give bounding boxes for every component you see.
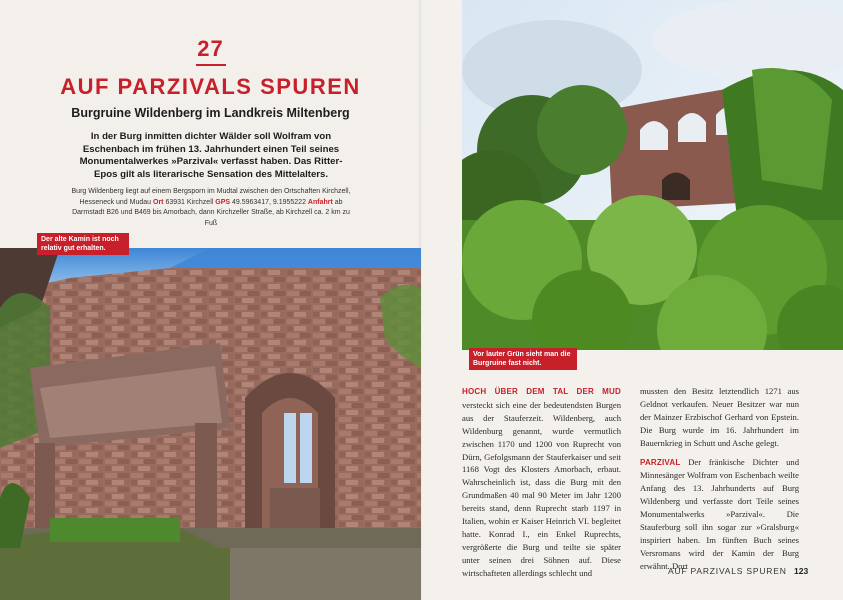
overgrown-ruin-photo	[462, 0, 843, 350]
body-paragraph-3	[640, 456, 799, 573]
info-ort-label: Ort	[153, 198, 164, 206]
body-column-2	[640, 385, 799, 573]
body-paragraph-3-text: Der fränkische Dichter und Minnesänger Wolfram von Eschenbach weilte Anfang des 13. Jahrhunderts auf Burg Wildenberg und verfasste dort Teile seines Monumentalwerks »Parzival«. Die Stauferburg soll ihn sogar zur »Gralsburg« inspiriert haben. Im fünften Buch seines Versromans wird der Kamin der Burg erwähnt. Dort	[640, 456, 799, 571]
info-gps-label: GPS	[215, 198, 231, 206]
page-title: AUF PARZIVALS SPUREN	[60, 74, 361, 99]
chapter-rule	[196, 64, 226, 66]
info-anfahrt-value: ab Darmstadt B26 und B469 bis Amorbach, dann Kirchzeller Straße, ab Kirchzell ca. 2 km zu Fuß	[72, 198, 350, 227]
caption-overgrown: Vor lauter Grün sieht man die Burgruine fast nicht.	[469, 348, 577, 370]
intro-text: In der Burg inmitten dichter Wälder soll Wolfram von Eschenbach im frühen 13. Jahrhundert einen Teil seines Monumentalwerkes »Parzival« verfasst haben. Das Ritter-Epos gilt als literarische Sensation des Mittelalters.	[79, 131, 343, 180]
running-title: AUF PARZIVALS SPUREN	[668, 566, 787, 576]
castle-fireplace-photo	[0, 248, 421, 600]
body-column-1	[462, 385, 621, 580]
page-number: 123	[794, 566, 809, 576]
body-paragraph-2: mussten den Besitz letztendlich 1271 aus Geldnot verkaufen. Neuer Besitzer war nun der Mainzer Erzbischof Gerhard von Epstein. Die Burg wurde im 16. Jahrhundert im Bauernkrieg in Schutt und Asche gelegt.	[640, 386, 799, 448]
info-anfahrt-label: Anfahrt	[307, 198, 333, 206]
body-paragraph-1: versteckt sich eine der bedeutendsten Burgen aus der Stauferzeit. Wildenberg, auch Wildenburg genannt, wurde vermutlich zwischen 1170 und 1200 von Ruprecht von Dürn, Gefolgsmann der Stauferkaiser und seit 1168 Vogt des Klosters Amorbach, erbaut. Wahrscheinlich ist, dass die Burg mit den Grundmaßen 40 mal 90 Meter im Jahr 1200 bereits stand, denn Ruprecht starb 1197 in Italien, wohin er Kaiser Heinrich VI. begleitet hatte. Konrad I., ein Enkel Ruprechts, vergrößerte die Burg und teilte sie später unter seinen drei Söhnen auf. Diese wirtschafteten allerdings schlecht und	[462, 399, 621, 578]
page-subtitle: Burgruine Wildenberg im Landkreis Miltenberg	[71, 106, 350, 120]
chapter-number: 27	[197, 36, 224, 61]
info-gps-value: 49.5963417, 9.1955222	[230, 198, 308, 206]
section-lead-parzival: PARZIVAL	[640, 457, 681, 467]
info-ort-value: 63931 Kirchzell	[163, 198, 216, 206]
section-lead-mudtal: HOCH ÜBER DEM TAL DER MUD	[462, 387, 621, 396]
info-box	[68, 187, 354, 229]
info-location-text: Burg Wildenberg liegt auf einem Bergsporn im Mudtal zwischen den Ortschaften Kirchzell, Hesseneck und Mudau	[71, 188, 351, 206]
caption-fireplace: Der alte Kamin ist noch relativ gut erhalten.	[37, 233, 129, 255]
